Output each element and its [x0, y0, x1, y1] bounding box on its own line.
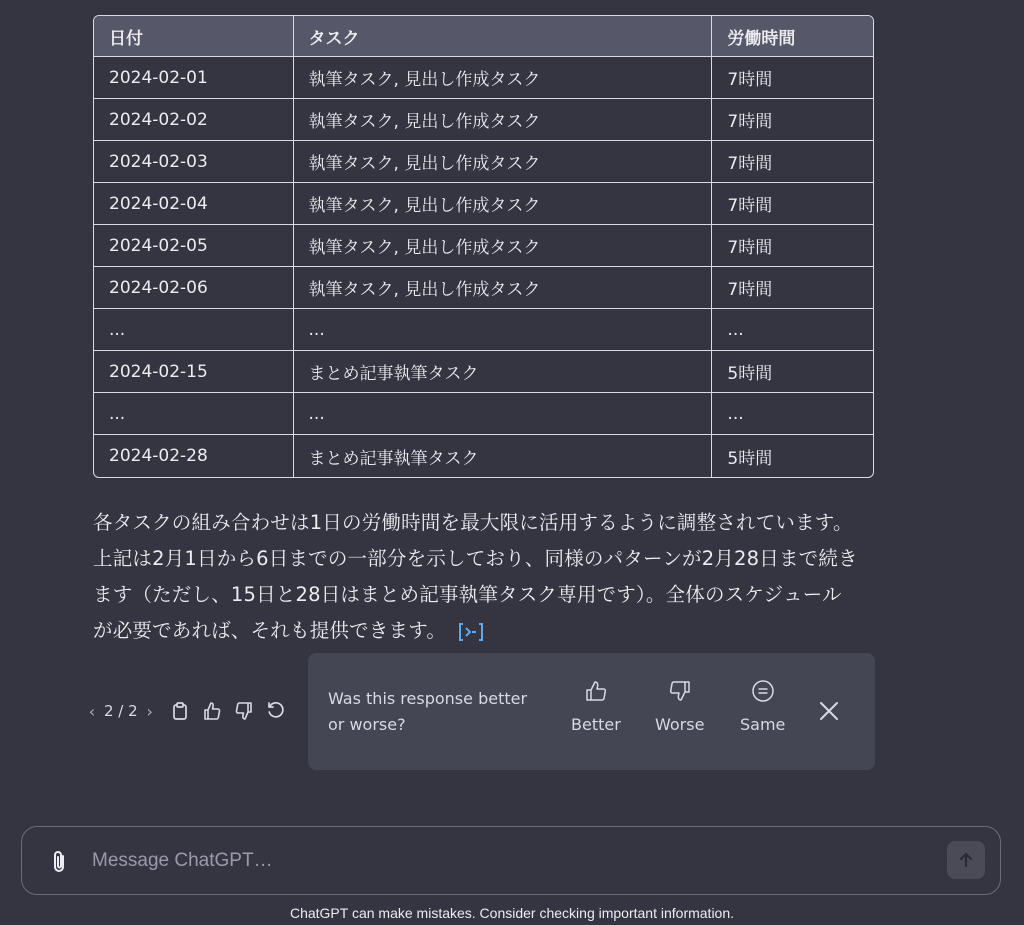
- table-row: [94, 393, 873, 435]
- table-row: [94, 99, 873, 141]
- cell-hours: 5時間: [712, 351, 873, 393]
- pager-label: 2 / 2: [104, 702, 138, 720]
- table-header-row: [94, 16, 873, 57]
- cell-hours: 7時間: [712, 99, 873, 141]
- worse-button[interactable]: [655, 679, 704, 734]
- cell-date: 2024-02-03: [94, 141, 294, 183]
- table-row: [94, 183, 873, 225]
- equal-circle-icon: [751, 679, 775, 703]
- citation-icon[interactable]: [458, 622, 484, 642]
- cell-date: 2024-02-28: [94, 435, 294, 477]
- regenerate-button[interactable]: [262, 697, 290, 725]
- paragraph-line-4: が必要であれば、それも提供できます。: [93, 619, 447, 642]
- header-task: タスク: [294, 16, 713, 57]
- same-button[interactable]: [740, 679, 785, 734]
- disclaimer-text: ChatGPT can make mistakes. Consider checking important information.: [289, 905, 735, 921]
- paragraph-line-3: ます（ただし、15日と28日はまとめ記事執筆タスク専用です）。全体のスケジュール: [93, 583, 842, 606]
- table-row: [94, 267, 873, 309]
- response-paragraph: [93, 505, 883, 649]
- cell-hours: 5時間: [727, 448, 773, 469]
- clipboard-icon: [170, 701, 190, 721]
- cell-hours: 7時間: [712, 141, 873, 183]
- cell-hours: 7時間: [712, 57, 873, 99]
- cell-date: 2024-02-01: [94, 57, 294, 99]
- better-label: Better: [571, 715, 621, 734]
- cell-task: 執筆タスク, 見出し作成タスク: [294, 267, 713, 309]
- cell-hours: ...: [712, 393, 873, 435]
- cell-hours: 7時間: [712, 225, 873, 267]
- thumbs-up-icon: [584, 679, 608, 703]
- table-row: [94, 141, 873, 183]
- chevron-right-icon[interactable]: ›: [146, 701, 153, 721]
- cell-task: ...: [294, 393, 713, 435]
- cell-date: ...: [94, 309, 294, 351]
- cell-hours: 7時間: [712, 267, 873, 309]
- cell-task: 執筆タスク, 見出し作成タスク: [294, 183, 713, 225]
- paragraph-line-1: 各タスクの組み合わせは1日の労働時間を最大限に活用するように調整されています。: [93, 511, 853, 534]
- header-date: 日付: [94, 16, 294, 57]
- copy-button[interactable]: [166, 697, 194, 725]
- response-pager: [86, 702, 156, 721]
- message-input[interactable]: [92, 843, 912, 879]
- table-row: [94, 435, 873, 477]
- cell-date: 2024-02-05: [94, 225, 294, 267]
- cell-date: ...: [94, 393, 294, 435]
- cell-date: 2024-02-06: [94, 267, 294, 309]
- cell-task: ...: [294, 309, 713, 351]
- message-content: [93, 15, 874, 478]
- cell-date: 2024-02-04: [94, 183, 294, 225]
- bad-response-button[interactable]: [230, 697, 258, 725]
- table-row: [94, 57, 873, 99]
- regenerate-icon: [266, 701, 286, 721]
- cell-task: 執筆タスク, 見出し作成タスク: [294, 225, 713, 267]
- thumbs-down-icon: [668, 679, 692, 703]
- cell-date: 2024-02-15: [94, 351, 294, 393]
- better-button[interactable]: [571, 679, 621, 734]
- good-response-button[interactable]: [198, 697, 226, 725]
- cell-hours: ...: [712, 309, 873, 351]
- cell-task: 執筆タスク, 見出し作成タスク: [294, 141, 713, 183]
- table-row: [94, 351, 873, 393]
- cell-date: 2024-02-02: [94, 99, 294, 141]
- message-composer: [21, 826, 1001, 895]
- arrow-up-icon: [956, 850, 976, 870]
- chevron-left-icon[interactable]: ‹: [88, 701, 96, 721]
- cell-hours: 7時間: [712, 183, 873, 225]
- paperclip-icon[interactable]: [48, 849, 72, 875]
- cell-task: まとめ記事執筆タスク: [294, 435, 713, 477]
- header-hours: 労働時間: [712, 16, 873, 57]
- table-row: [94, 309, 873, 351]
- close-icon[interactable]: [816, 698, 842, 724]
- message-actions: [86, 697, 290, 725]
- thumbs-up-icon: [202, 701, 222, 721]
- schedule-table: [93, 15, 874, 478]
- paragraph-line-2: 上記は2月1日から6日までの一部分を示しており、同様のパターンが2月28日まで続き: [93, 547, 858, 570]
- send-button[interactable]: [947, 841, 985, 879]
- cell-task: まとめ記事執筆タスク: [294, 351, 713, 393]
- table-row: [94, 225, 873, 267]
- comparison-feedback-panel: [308, 653, 875, 770]
- feedback-question: Was this response better or worse?: [328, 689, 528, 734]
- same-label: Same: [740, 715, 786, 734]
- thumbs-down-icon: [234, 701, 254, 721]
- cell-task: 執筆タスク, 見出し作成タスク: [294, 57, 713, 99]
- cell-task: 執筆タスク, 見出し作成タスク: [294, 99, 713, 141]
- worse-label: Worse: [655, 715, 705, 734]
